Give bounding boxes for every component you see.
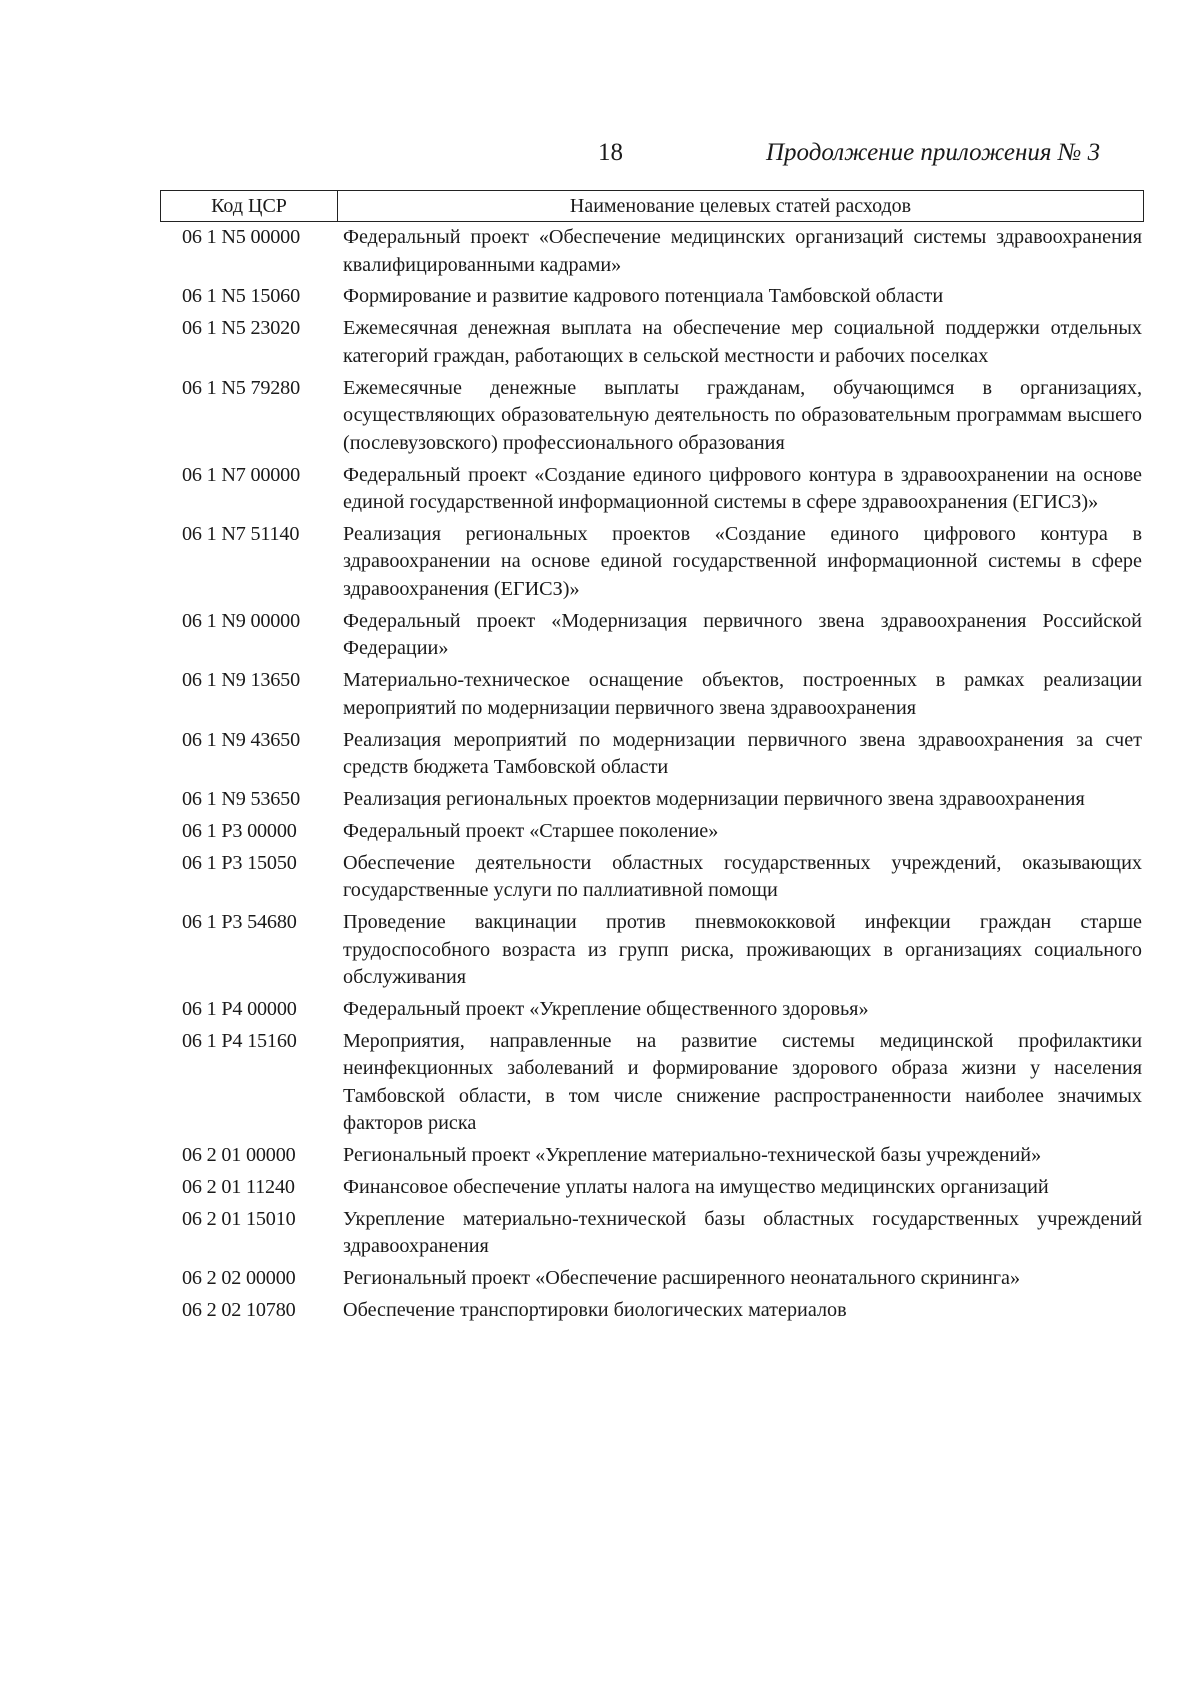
row-code: 06 1 N5 79280 — [182, 376, 300, 399]
table-row — [160, 786, 1144, 814]
table-row — [160, 1206, 1144, 1261]
page-number: 18 — [598, 139, 623, 166]
continuation-title: Продолжение приложения № 3 — [766, 139, 1101, 166]
table-row — [160, 224, 1144, 279]
row-code: 06 2 02 10780 — [182, 1298, 296, 1321]
row-name: Федеральный проект «Создание единого цифрового контура в здравоохранении на основе единой государственной информационной системы в сфере здравоохранения (ЕГИСЗ)» — [343, 463, 1142, 514]
row-name: Обеспечение деятельности областных государственных учреждений, оказывающих государственные услуги по паллиативной помощи — [343, 851, 1142, 902]
table-row — [160, 283, 1144, 311]
row-name: Реализация региональных проектов «Создание единого цифрового контура в здравоохранении на основе единой государственной информационной системы в сфере здравоохранения (ЕГИСЗ)» — [343, 522, 1142, 601]
row-name: Проведение вакцинации против пневмококковой инфекции граждан старше трудоспособного возраста из групп риска, проживающих в организациях социального обслуживания — [343, 910, 1142, 989]
row-code: 06 1 N7 51140 — [182, 522, 300, 545]
row-code: 06 1 N5 15060 — [182, 285, 300, 308]
row-name: Финансовое обеспечение уплаты налога на имущество медицинских организаций — [343, 1176, 1049, 1198]
row-name: Ежемесячные денежные выплаты гражданам, обучающимся в организациях, осуществляющих образовательную деятельность по образовательным программам высшего (послевузовского) профессионального образования — [343, 376, 1142, 454]
expense-items-table — [160, 190, 1144, 1329]
table-row — [160, 727, 1144, 782]
row-name: Обеспечение транспортировки биологических материалов — [343, 1298, 847, 1321]
table-row — [160, 996, 1144, 1024]
table-row — [160, 608, 1144, 663]
row-code: 06 1 P3 15050 — [182, 851, 297, 874]
row-code: 06 2 01 00000 — [182, 1144, 296, 1167]
row-code: 06 1 N9 53650 — [182, 787, 300, 810]
table-row — [160, 850, 1144, 905]
row-name: Ежемесячная денежная выплата на обеспечение мер социальной поддержки отдельных категорий граждан, работающих в сельской местности и рабочих поселках — [343, 317, 1142, 367]
table-body — [160, 224, 1144, 1325]
row-code: 06 2 01 15010 — [182, 1207, 296, 1230]
column-header-code: Код ЦСР — [161, 191, 338, 221]
row-code: 06 1 N5 00000 — [182, 226, 300, 248]
table-row — [160, 667, 1144, 722]
row-name: Реализация мероприятий по модернизации первичного звена здравоохранения за счет средств бюджета Тамбовской области — [343, 728, 1142, 779]
row-name: Федеральный проект «Модернизация первичного звена здравоохранения Российской Федерации» — [343, 609, 1142, 660]
row-name: Федеральный проект «Старшее поколение» — [343, 819, 719, 842]
row-name: Федеральный проект «Обеспечение медицинских организаций системы здравоохранения квалифицированными кадрами» — [343, 226, 1142, 276]
table-row — [160, 1028, 1144, 1138]
table-row — [160, 1174, 1144, 1202]
row-code: 06 1 N9 43650 — [182, 728, 300, 751]
table-row — [160, 375, 1144, 458]
table-row — [160, 521, 1144, 604]
row-name: Мероприятия, направленные на развитие системы медицинской профилактики неинфекционных заболеваний и формирование здорового образа жизни у населения Тамбовской области, в том числе снижение распространенности наиболее значимых факторов риска — [343, 1029, 1142, 1135]
row-code: 06 1 P3 00000 — [182, 819, 297, 842]
table-row — [160, 462, 1144, 517]
row-name: Формирование и развитие кадрового потенциала Тамбовской области — [343, 285, 944, 308]
column-header-name: Наименование целевых статей расходов — [569, 194, 912, 217]
row-name: Региональный проект «Обеспечение расширенного неонатального скрининга» — [343, 1267, 1021, 1290]
row-code: 06 2 02 00000 — [182, 1267, 296, 1290]
table-row — [160, 1142, 1144, 1170]
row-code: 06 1 N7 00000 — [182, 463, 300, 486]
row-code: 06 2 01 11240 — [182, 1176, 295, 1198]
table-row — [160, 1265, 1144, 1293]
row-name: Федеральный проект «Укрепление общественного здоровья» — [343, 997, 869, 1020]
table-row — [160, 909, 1144, 992]
row-code: 06 1 N9 13650 — [182, 669, 300, 692]
row-name: Региональный проект «Укрепление материально-технической базы учреждений» — [343, 1144, 1042, 1167]
row-name: Материально-техническое оснащение объектов, построенных в рамках реализации мероприятий по модернизации первичного звена здравоохранения — [343, 669, 1142, 719]
row-code: 06 1 N9 00000 — [182, 609, 300, 632]
row-name: Реализация региональных проектов модернизации первичного звена здравоохранения — [343, 787, 1085, 810]
row-code: 06 1 P4 00000 — [182, 997, 297, 1020]
row-code: 06 1 P3 54680 — [182, 910, 297, 933]
table-row — [160, 315, 1144, 370]
table-row — [160, 1297, 1144, 1325]
table-row — [160, 818, 1144, 846]
row-code: 06 1 P4 15160 — [182, 1029, 297, 1052]
row-name: Укрепление материально-технической базы областных государственных учреждений здравоохранения — [343, 1207, 1142, 1258]
table-header — [160, 190, 1144, 222]
row-code: 06 1 N5 23020 — [182, 317, 300, 340]
